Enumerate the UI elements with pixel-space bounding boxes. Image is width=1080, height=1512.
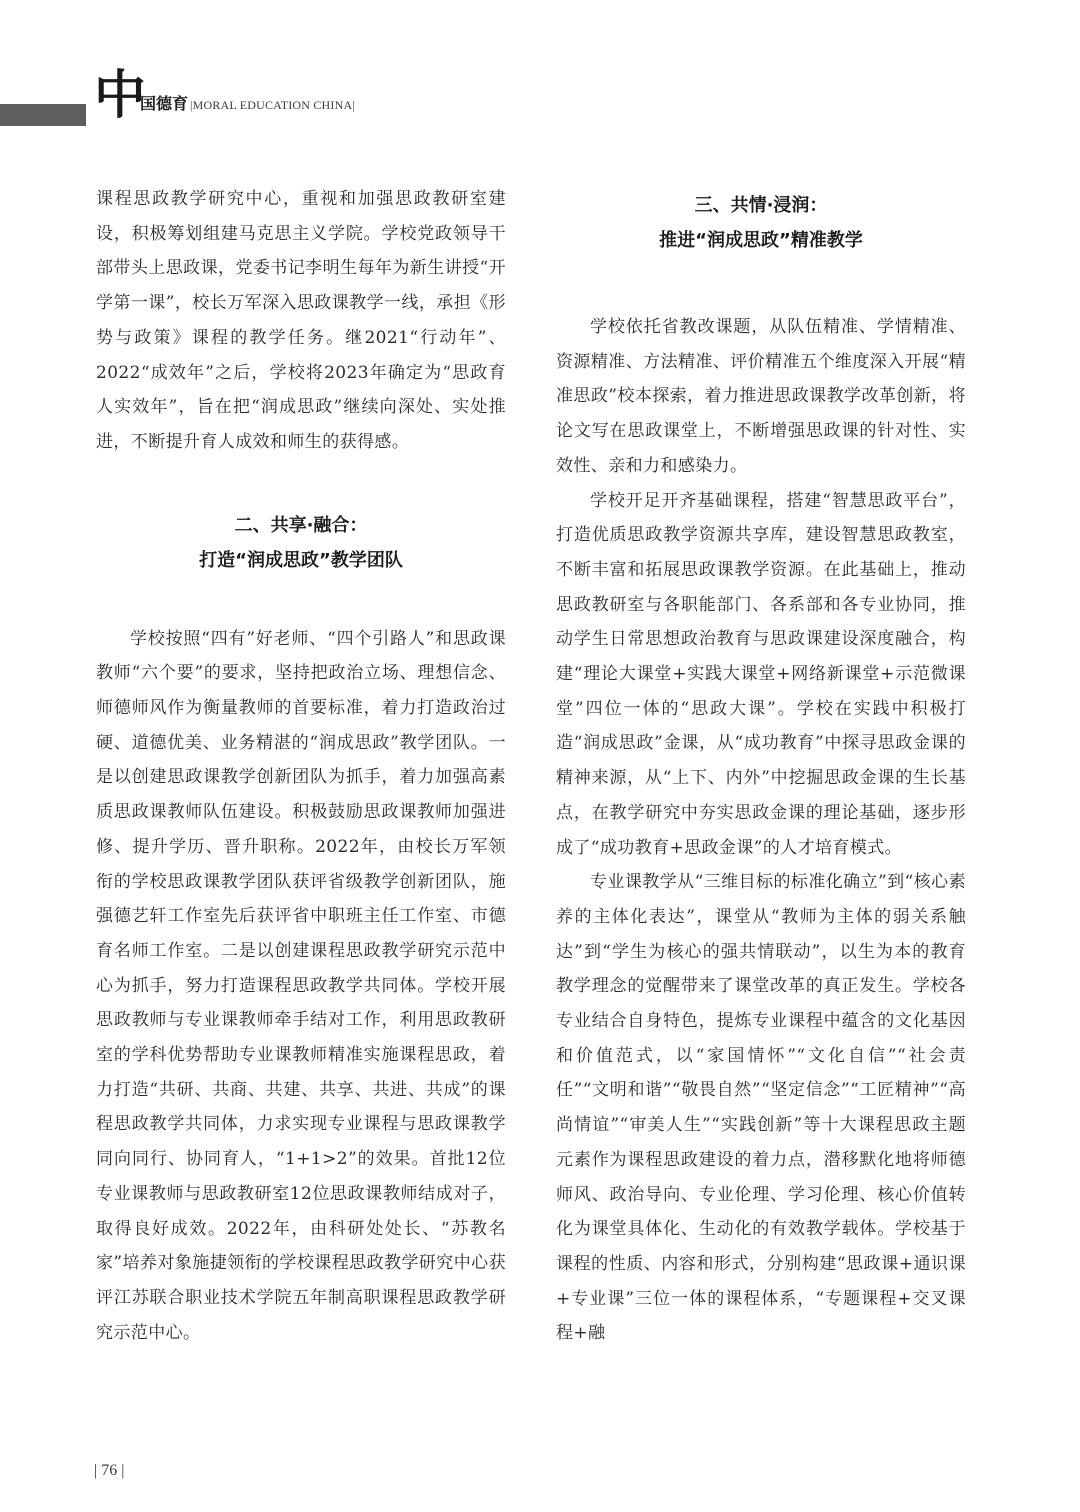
- section-2-heading: [96, 508, 506, 578]
- magazine-logo-mark: 中: [94, 65, 147, 126]
- section-3-paragraph-1: 学校依托省教改课题，从队伍精准、学情精准、资源精准、方法精准、评价精准五个维度深入开展“精准思政”校本探索，着力推进思政课教学改革创新，将论文写在思政课堂上，不断增强思政课的针对性、实效性、亲和力和感染力。: [556, 317, 966, 476]
- section-3-title-line1: 三、共情·浸润：: [694, 195, 828, 216]
- section-3-paragraph-2: 学校开足开齐基础课程，搭建“智慧思政平台”，打造优质思政教学资源共享库，建设智慧思政教室，不断丰富和拓展思政课教学资源。在此基础上，推动思政教研室与各职能部门、各系部和各专业协同，推动学生日常思想政治教育与思政课建设深度融合，构建“理论大课堂+实践大课堂+网络新课堂+示范微课堂”四位一体的“思政大课”。学校在实践中积极打造“润成思政”金课，从“成功教育”中探寻思政金课的精神来源，从“上下、内外”中挖掘思政金课的生长基点，在教学研究中夯实思政金课的理论基础，逐步形成了“成功教育+思政金课”的人才培育模式。: [556, 490, 966, 858]
- section-3-title-line2: 推进“润成思政”精准教学: [659, 230, 863, 251]
- section-2-paragraph: 学校按照“四有”好老师、“四个引路人”和思政课教师“六个要”的要求，坚持把政治立场、理想信念、师德师风作为衡量教师的首要标准，着力打造政治过硬、道德优美、业务精湛的“润成思政”教学团队。一是以创建思政课教学创新团队为抓手，着力加强高素质思政课教师队伍建设。积极鼓励思政课教师加强进修、提升学历、晋升职称。2022年，由校长万军领衔的学校思政课教学团队获评省级教学创新团队，施强德艺轩工作室先后获评省中职班主任工作室、市德育名师工作室。二是以创建课程思政教学研究示范中心为抓手，努力打造课程思政教学共同体。学校开展思政教师与专业课教师牵手结对工作，利用思政教研室的学科优势帮助专业课教师精准实施课程思政，着力打造“共研、共商、共建、共享、共进、共成”的课程思政教学共同体，力求实现专业课程与思政课教学同向同行、协同育人，“1+1>2”的效果。首批12位专业课教师与思政教研室12位思政课教师结成对子，取得良好成效。2022年，由科研处处长、“苏教名家”培养对象施捷领衔的学校课程思政教学研究中心获评江苏联合职业技术学院五年制高职课程思政教学研究示范中心。: [96, 628, 506, 1343]
- continued-paragraph: 课程思政教学研究中心，重视和加强思政教研室建设，积极筹划组建马克思主义学院。学校党政领导干部带头上思政课，党委书记李明生每年为新生讲授“开学第一课”，校长万军深入思政课教学一线，承担《形势与政策》课程的教学任务。继2021“行动年”、2022“成效年”之后，学校将2023年确定为“思政育人实效年”，旨在把“润成思政”继续向深处、实处推进，不断提升育人成效和师生的获得感。: [96, 189, 506, 452]
- page-number: | 76 |: [94, 1462, 125, 1479]
- header-decorative-bar: [0, 104, 86, 126]
- section-3-paragraph-3: 专业课教学从“三维目标的标准化确立”到“核心素养的主体化表达”，课堂从“教师为主体的弱关系触达”到“学生为核心的强共情联动”，以生为本的教育教学理念的觉醒带来了课堂改革的真正发生。学校各专业结合自身特色，提炼专业课程中蕴含的文化基因和价值范式，以“家国情怀”“文化自信”“社会责任”“文明和谐”“敬畏自然”“坚定信念”“工匠精神”“高尚情谊”“审美人生”“实践创新”等十大课程思政主题元素作为课程思政建设的着力点，潜移默化地将师德师风、政治导向、专业伦理、学习伦理、核心价值转化为课堂具体化、生动化的有效教学载体。学校基于课程的性质、内容和形式，分别构建“思政课+通识课+专业课”三位一体的课程体系，“专题课程+交叉课程+融: [556, 872, 966, 1344]
- left-column: [96, 182, 506, 1350]
- section-3-heading: [556, 188, 966, 258]
- magazine-logo-english: |MORAL EDUCATION CHINA|: [190, 98, 355, 112]
- section-2-title-line2: 打造“润成思政”教学团队: [199, 549, 403, 571]
- magazine-logo-chinese: 国德育: [140, 94, 189, 113]
- right-column: [556, 188, 966, 1351]
- section-2-title-line1: 二、共享·融合：: [234, 514, 368, 536]
